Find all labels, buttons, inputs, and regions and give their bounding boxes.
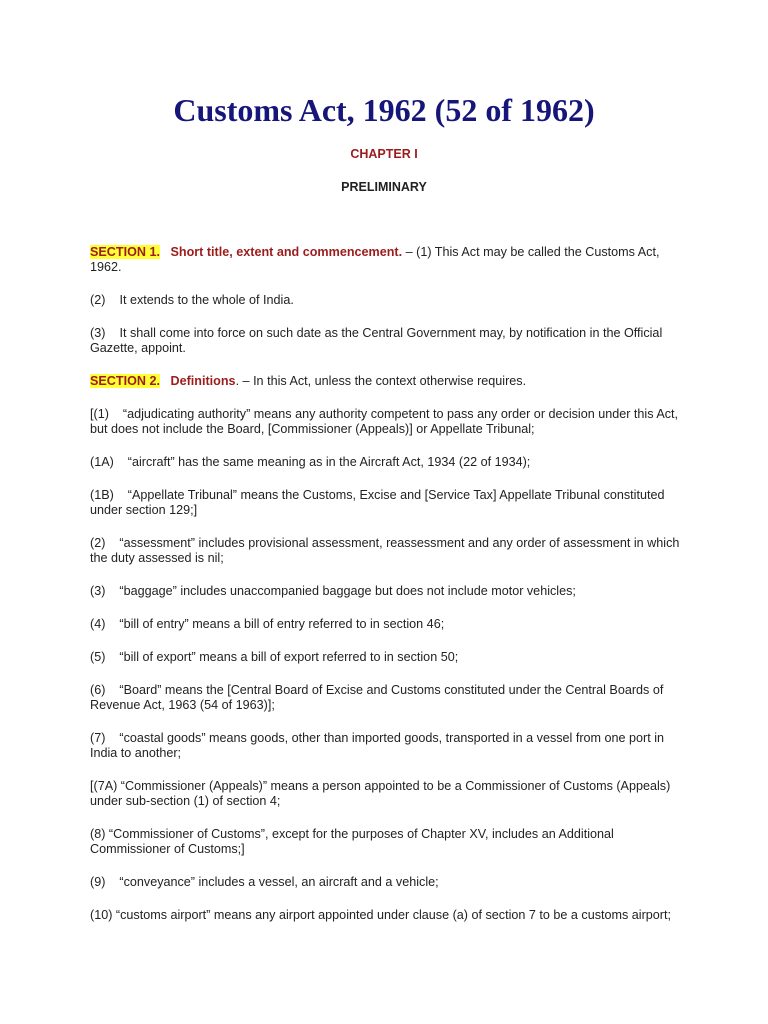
definition-text: “baggage” includes unaccompanied baggage but does not include motor vehicles; [119,584,576,598]
definition [90,650,680,665]
section-1 [90,245,680,275]
paragraph-number: (2) [90,293,106,307]
section-text: – (1) This Act may be called the Customs Act, 1962. [90,245,660,274]
definition-number: (1A) [90,455,114,469]
definition [90,488,680,518]
definition-text: “coastal goods” means goods, other than imported goods, transported in a vessel from one port in India to another; [90,731,665,760]
definition [90,683,680,713]
definition [90,536,680,566]
definition [90,908,680,923]
definition-number: (7) [90,731,106,745]
definition-text: “conveyance” includes a vessel, an aircraft and a vehicle; [119,875,439,889]
definition [90,617,680,632]
definition-text: “Board” means the [Central Board of Excise and Customs constituted under the Central Boards of Revenue Act, 1963 (54 of 1963)]; [90,683,664,712]
paragraph [90,293,680,308]
section-heading: Definitions [170,374,236,388]
definition [90,779,680,809]
definition [90,875,680,890]
definition-number: (3) [90,584,106,598]
definition-text: “Commissioner of Customs”, except for the purposes of Chapter XV, includes an Additional Commissioner of Customs;] [90,827,614,856]
chapter-label: CHAPTER I [350,147,418,161]
definition [90,455,680,470]
definition-text: “assessment” includes provisional assessment, reassessment and any order of assessment in which the duty assessed is nil; [90,536,680,565]
definition-number: (8) [90,827,106,841]
definition-number: (9) [90,875,106,889]
section-tag: SECTION 1. [90,245,160,259]
chapter-title: PRELIMINARY [341,180,427,194]
definition [90,407,680,437]
paragraph [90,326,680,356]
definition-number: (1B) [90,488,114,502]
definition-number: [(7A) [90,779,118,793]
definition [90,827,680,857]
section-tag: SECTION 2. [90,374,160,388]
paragraph-text: It extends to the whole of India. [119,293,294,307]
definition-number: (6) [90,683,106,697]
section-text: . – In this Act, unless the context otherwise requires. [235,374,527,388]
definition [90,584,680,599]
definition-number: (5) [90,650,106,664]
definition-text: “customs airport” means any airport appointed under clause (a) of section 7 to be a customs airport; [115,908,672,922]
definition-text: “adjudicating authority” means any authority competent to pass any order or decision under this Act, but does not include the Board, [Commissioner (Appeals)] or Appellate Tribunal; [90,407,679,436]
document-body [90,245,680,941]
paragraph-number: (3) [90,326,106,340]
definition-text: “Commissioner (Appeals)” means a person appointed to be a Commissioner of Customs (Appeals) under sub-section (1) of section 4; [90,779,671,808]
section-heading: Short title, extent and commencement. [170,245,403,259]
paragraph-text: It shall come into force on such date as the Central Government may, by notification in the Official Gazette, appoint. [90,326,663,355]
section-2 [90,374,680,389]
definition-number: (4) [90,617,106,631]
definition-number: (10) [90,908,113,922]
definition-number: [(1) [90,407,109,421]
definition-number: (2) [90,536,106,550]
document-title: Customs Act, 1962 (52 of 1962) [173,92,595,128]
definition-text: “bill of export” means a bill of export referred to in section 50; [119,650,459,664]
definition-text: “bill of entry” means a bill of entry referred to in section 46; [119,617,445,631]
definition-text: “Appellate Tribunal” means the Customs, Excise and [Service Tax] Appellate Tribunal constituted under section 129;] [90,488,665,517]
definition-text: “aircraft” has the same meaning as in the Aircraft Act, 1934 (22 of 1934); [127,455,531,469]
definition [90,731,680,761]
